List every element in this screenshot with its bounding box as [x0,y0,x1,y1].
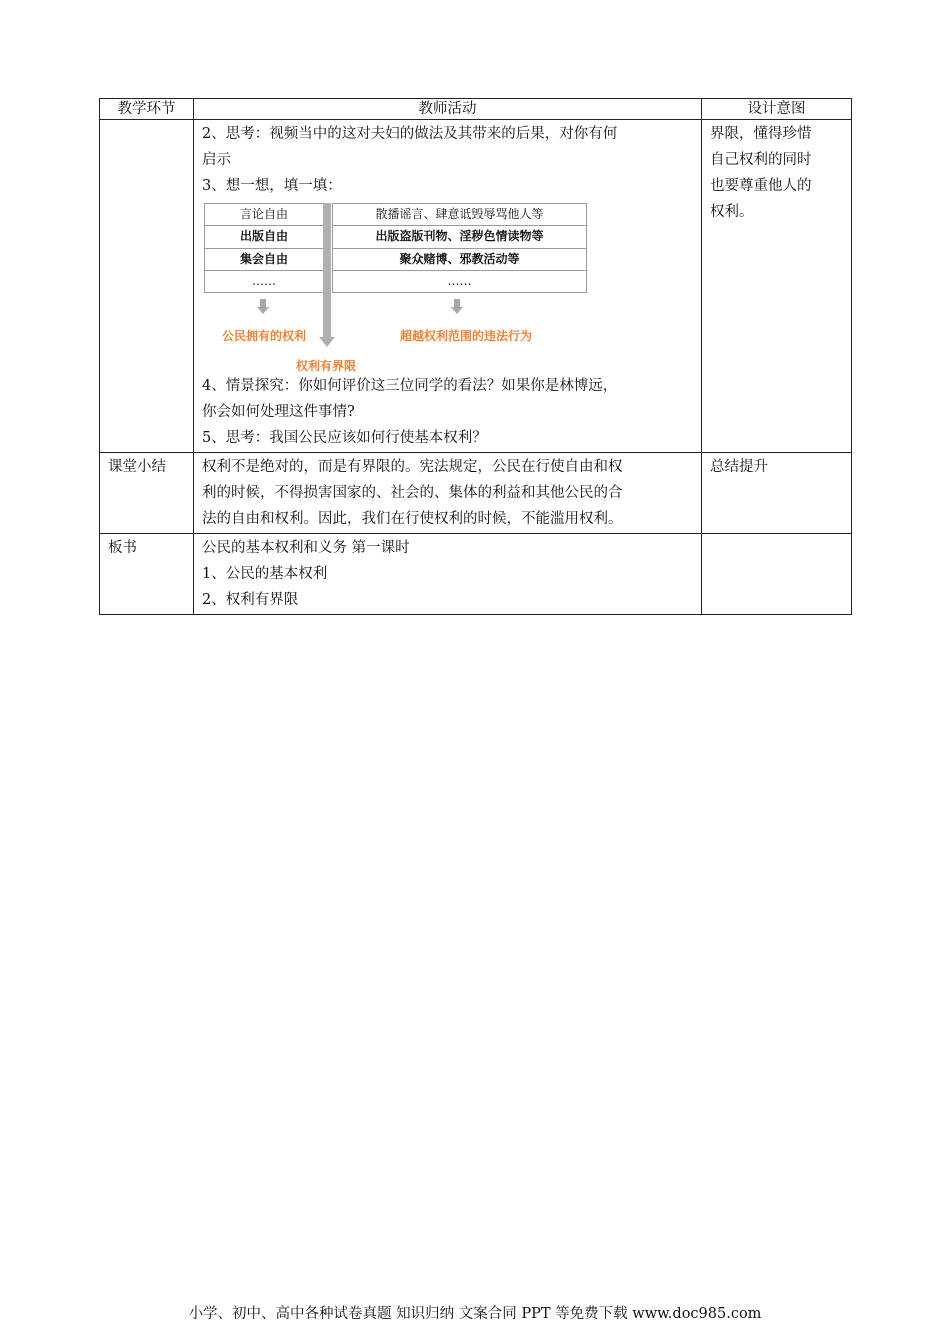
activity-line: 2、思考：视频当中的这对夫妇的做法及其带来的后果，对你有何 [202,126,618,142]
blackboard-cell [194,534,702,615]
header-intent: 设计意图 [702,99,852,120]
summary-line: 法的自由和权利。因此，我们在行使权利的时候，不能滥用权利。 [202,511,623,527]
right-name: 言论自由 [205,204,324,226]
stage-cell: 课堂小结 [100,453,194,534]
summary-cell [194,453,702,534]
blackboard-line: 公民的基本权利和义务 第一课时 [202,540,410,556]
intent-cell: 总结提升 [702,453,852,534]
intent-line: 自己权利的同时 [710,152,812,168]
blackboard-line: 2、权利有界限 [202,592,299,608]
blackboard-row [100,534,852,615]
right-name: 集会自由 [205,248,324,270]
rights-row [205,270,587,292]
lesson-plan-table [99,98,852,615]
label-citizen-rights: 公民拥有的权利 [222,329,307,343]
header-activity: 教师活动 [194,99,702,120]
intent-line: 权利。 [710,204,754,220]
down-arrow-icon [452,299,462,314]
intent-line: 界限，懂得珍惜 [710,126,812,142]
activity-line: 启示 [202,152,231,168]
stage-cell-empty [100,120,194,453]
label-illegal-behavior: 超越权利范围的违法行为 [400,329,533,343]
page-footer: 小学、初中、高中各种试卷真题 知识归纳 文案合同 PPT 等免费下载 www.doc985.com [188,1306,762,1322]
activity-line: 你会如何处理这件事情? [202,404,355,420]
activity-line: 5、思考：我国公民应该如何行使基本权利？ [202,430,487,446]
right-name: 出版自由 [205,226,324,248]
activity-line: 3、想一想，填一填： [202,178,342,194]
intent-cell [702,534,852,615]
rights-boundary-diagram [204,203,604,373]
activity-cell [194,120,702,453]
summary-line: 权利不是绝对的，而是有界限的。宪法规定，公民在行使自由和权 [202,459,623,475]
intent-cell [702,120,852,453]
violation-example: 出版盗版刊物、淫秽色情读物等 [333,226,587,248]
right-name: …… [205,270,324,292]
violation-example: 聚众赌博、邪教活动等 [333,248,587,270]
summary-line: 利的时候，不得损害国家的、社会的、集体的利益和其他公民的合 [202,485,623,501]
violation-example: …… [333,270,587,292]
stage-cell: 板书 [100,534,194,615]
header-stage: 教学环节 [100,99,194,120]
rights-row [205,226,587,248]
blackboard-line: 1、公民的基本权利 [202,566,328,582]
summary-row [100,453,852,534]
boundary-bar [323,203,331,339]
down-arrow-icon [258,299,268,314]
label-rights-boundary: 权利有界限 [296,359,357,373]
boundary-arrow-icon [319,337,335,347]
activity-line: 4、情景探究：你如何评价这三位同学的看法？如果你是林博远， [202,378,618,394]
violation-example: 散播谣言、肆意诋毁辱骂他人等 [333,204,587,226]
rights-row [205,204,587,226]
rights-row [205,248,587,270]
header-row [100,99,852,120]
rights-table [204,203,587,293]
intent-line: 也要尊重他人的 [710,178,812,194]
activity-row [100,120,852,453]
